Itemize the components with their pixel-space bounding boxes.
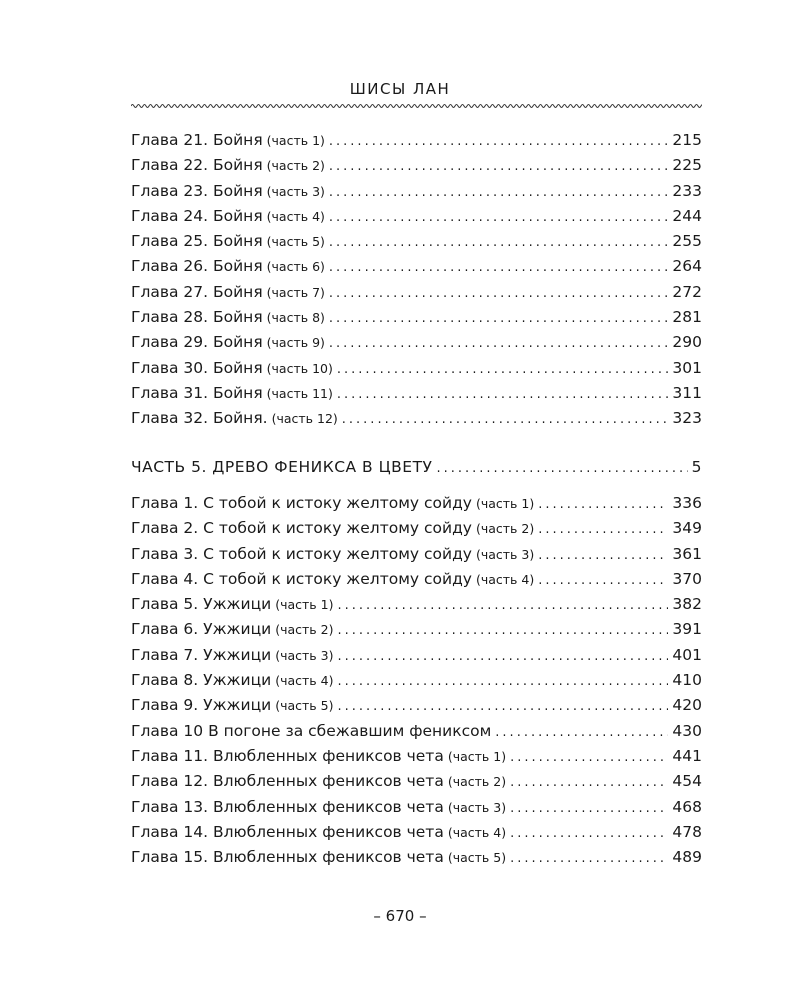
toc-entry[interactable] bbox=[131, 671, 702, 696]
chapter-title: Глава 2. С тобой к истоку желтому сойду bbox=[131, 519, 472, 538]
leader-dots bbox=[538, 497, 668, 512]
page-number: – 670 – bbox=[373, 907, 427, 925]
chapter-title: Глава 29. Бойня bbox=[131, 333, 263, 352]
chapter-part: (часть 10) bbox=[266, 360, 333, 376]
chapter-page-number: 272 bbox=[672, 282, 702, 301]
chapter-title: Глава 25. Бойня bbox=[131, 232, 263, 251]
leader-dots bbox=[329, 159, 669, 174]
toc-entry[interactable] bbox=[131, 798, 702, 823]
leader-dots bbox=[337, 362, 669, 377]
toc-entry[interactable] bbox=[131, 308, 702, 333]
leader-dots bbox=[329, 286, 669, 301]
chapter-title: Глава 23. Бойня bbox=[131, 181, 263, 200]
chapter-title: Глава 27. Бойня bbox=[131, 282, 263, 301]
leader-dots bbox=[510, 750, 668, 765]
toc-entry[interactable] bbox=[131, 570, 702, 595]
chapter-part: (часть 7) bbox=[266, 284, 325, 300]
toc-entry[interactable] bbox=[131, 257, 702, 282]
toc-entry[interactable] bbox=[131, 207, 702, 232]
section-page-number: 5 bbox=[691, 458, 702, 476]
chapter-title: Глава 24. Бойня bbox=[131, 206, 263, 225]
chapter-part: (часть 4) bbox=[475, 571, 535, 587]
chapter-page-number: 255 bbox=[672, 232, 702, 251]
toc-entry[interactable] bbox=[131, 182, 702, 207]
leader-dots bbox=[495, 725, 668, 740]
chapter-part: (часть 3) bbox=[275, 647, 334, 663]
chapter-title: Глава 21. Бойня bbox=[131, 131, 263, 149]
chapter-part: (часть 5) bbox=[275, 698, 334, 714]
toc-entry[interactable] bbox=[131, 696, 702, 721]
leader-dots bbox=[538, 522, 668, 537]
chapter-part: (часть 2) bbox=[266, 158, 325, 174]
leader-dots bbox=[337, 649, 668, 664]
chapter-page-number: 420 bbox=[672, 696, 702, 715]
toc-entry[interactable] bbox=[131, 232, 702, 257]
chapter-page-number: 311 bbox=[672, 383, 702, 402]
leader-dots bbox=[337, 623, 668, 638]
chapter-page-number: 410 bbox=[672, 671, 702, 690]
chapter-part: (часть 8) bbox=[266, 310, 325, 326]
section-title: ЧАСТЬ 5. ДРЕВО ФЕНИКСА В ЦВЕТУ bbox=[131, 458, 433, 476]
chapter-title: Глава 5. Ужжици bbox=[131, 595, 272, 614]
chapter-page-number: 441 bbox=[672, 746, 702, 765]
chapter-page-number: 401 bbox=[672, 645, 702, 664]
leader-dots bbox=[329, 311, 669, 326]
chapter-title: Глава 7. Ужжици bbox=[131, 645, 272, 664]
running-header: ШИСЫ ЛАН bbox=[349, 80, 451, 98]
toc-entry-section[interactable] bbox=[131, 458, 702, 483]
chapter-title: Глава 4. С тобой к истоку желтому сойду bbox=[131, 569, 472, 588]
chapter-page-number: 215 bbox=[672, 131, 702, 149]
chapter-page-number: 323 bbox=[672, 409, 702, 428]
leader-dots bbox=[510, 801, 668, 816]
toc-entry[interactable] bbox=[131, 747, 702, 772]
chapter-title: Глава 8. Ужжици bbox=[131, 671, 272, 690]
leader-dots bbox=[510, 826, 668, 841]
chapter-part: (часть 1) bbox=[275, 597, 334, 613]
chapter-title: Глава 30. Бойня bbox=[131, 358, 263, 377]
toc-list-part5 bbox=[131, 494, 702, 873]
chapter-title: Глава 10 В погоне за сбежавшим фениксом bbox=[131, 721, 492, 740]
toc-list-part4 bbox=[131, 131, 702, 435]
toc-entry[interactable] bbox=[131, 545, 702, 570]
wavy-divider bbox=[131, 100, 702, 112]
toc-entry[interactable] bbox=[131, 359, 702, 384]
toc-entry[interactable] bbox=[131, 409, 702, 434]
chapter-title: Глава 6. Ужжици bbox=[131, 620, 272, 639]
leader-dots bbox=[510, 775, 668, 790]
chapter-page-number: 349 bbox=[672, 519, 702, 538]
leader-dots bbox=[538, 573, 668, 588]
leader-dots bbox=[342, 412, 669, 427]
leader-dots bbox=[329, 336, 669, 351]
chapter-title: Глава 3. С тобой к истоку желтому сойду bbox=[131, 544, 472, 563]
chapter-page-number: 281 bbox=[672, 308, 702, 327]
chapter-title: Глава 1. С тобой к истоку желтому сойду bbox=[131, 494, 472, 512]
chapter-part: (часть 1) bbox=[447, 748, 507, 764]
leader-dots bbox=[337, 699, 668, 714]
chapter-page-number: 361 bbox=[672, 544, 702, 563]
leader-dots bbox=[329, 260, 669, 275]
chapter-page-number: 290 bbox=[672, 333, 702, 352]
toc-section-part5 bbox=[131, 458, 702, 483]
chapter-part: (часть 1) bbox=[475, 496, 535, 511]
chapter-page-number: 468 bbox=[672, 797, 702, 816]
chapter-title: Глава 13. Влюбленных фениксов чета bbox=[131, 797, 444, 816]
chapter-part: (часть 2) bbox=[275, 622, 334, 638]
leader-dots bbox=[329, 210, 669, 225]
leader-dots bbox=[329, 235, 669, 250]
chapter-page-number: 454 bbox=[672, 772, 702, 791]
toc-entry[interactable] bbox=[131, 646, 702, 671]
chapter-title: Глава 14. Влюбленных фениксов чета bbox=[131, 822, 444, 841]
toc-entry[interactable] bbox=[131, 494, 702, 519]
chapter-part: (часть 11) bbox=[266, 385, 333, 401]
leader-dots bbox=[337, 598, 668, 613]
chapter-page-number: 391 bbox=[672, 620, 702, 639]
leader-dots bbox=[329, 185, 669, 200]
chapter-page-number: 478 bbox=[672, 822, 702, 841]
toc-entry[interactable] bbox=[131, 823, 702, 848]
leader-dots bbox=[329, 134, 669, 149]
chapter-part: (часть 3) bbox=[266, 183, 325, 199]
chapter-page-number: 370 bbox=[672, 569, 702, 588]
chapter-page-number: 244 bbox=[672, 206, 702, 225]
leader-dots bbox=[437, 461, 688, 476]
chapter-part: (часть 5) bbox=[447, 850, 507, 866]
chapter-title: Глава 12. Влюбленных фениксов чета bbox=[131, 772, 444, 791]
chapter-part: (часть 2) bbox=[447, 774, 507, 790]
chapter-title: Глава 31. Бойня bbox=[131, 383, 263, 402]
chapter-part: (часть 3) bbox=[447, 799, 507, 815]
chapter-part: (часть 5) bbox=[266, 234, 325, 250]
toc-entry[interactable] bbox=[131, 620, 702, 645]
toc-entry[interactable] bbox=[131, 131, 702, 156]
chapter-part: (часть 1) bbox=[266, 133, 325, 148]
chapter-part: (часть 4) bbox=[447, 824, 507, 840]
chapter-part: (часть 6) bbox=[266, 259, 325, 275]
chapter-title: Глава 9. Ужжици bbox=[131, 696, 272, 715]
chapter-part: (часть 2) bbox=[475, 521, 535, 537]
chapter-page-number: 301 bbox=[672, 358, 702, 377]
leader-dots bbox=[538, 548, 668, 563]
chapter-part: (часть 3) bbox=[475, 546, 535, 562]
toc-entry[interactable] bbox=[131, 772, 702, 797]
toc-entry[interactable] bbox=[131, 156, 702, 181]
toc-entry[interactable] bbox=[131, 333, 702, 358]
chapter-page-number: 430 bbox=[672, 721, 702, 740]
chapter-title: Глава 26. Бойня bbox=[131, 257, 263, 276]
toc-entry[interactable] bbox=[131, 384, 702, 409]
chapter-part: (часть 12) bbox=[271, 411, 338, 427]
chapter-title: Глава 22. Бойня bbox=[131, 156, 263, 175]
chapter-part: (часть 9) bbox=[266, 335, 325, 351]
leader-dots bbox=[510, 851, 668, 866]
toc-entry[interactable] bbox=[131, 519, 702, 544]
leader-dots bbox=[337, 674, 668, 689]
chapter-page-number: 233 bbox=[672, 181, 702, 200]
chapter-title: Глава 28. Бойня bbox=[131, 308, 263, 327]
chapter-part: (часть 4) bbox=[275, 673, 334, 689]
chapter-page-number: 225 bbox=[672, 156, 702, 175]
toc-entry[interactable] bbox=[131, 595, 702, 620]
leader-dots bbox=[337, 387, 669, 402]
chapter-page-number: 382 bbox=[672, 595, 702, 614]
chapter-page-number: 489 bbox=[672, 848, 702, 867]
toc-entry[interactable] bbox=[131, 283, 702, 308]
chapter-title: Глава 11. Влюбленных фениксов чета bbox=[131, 746, 444, 765]
toc-entry[interactable] bbox=[131, 848, 702, 873]
chapter-part: (часть 4) bbox=[266, 208, 325, 224]
chapter-title: Глава 32. Бойня. bbox=[131, 409, 268, 428]
chapter-page-number: 264 bbox=[672, 257, 702, 276]
chapter-title: Глава 15. Влюбленных фениксов чета bbox=[131, 848, 444, 867]
chapter-page-number: 336 bbox=[672, 494, 702, 512]
toc-entry[interactable] bbox=[131, 722, 702, 747]
